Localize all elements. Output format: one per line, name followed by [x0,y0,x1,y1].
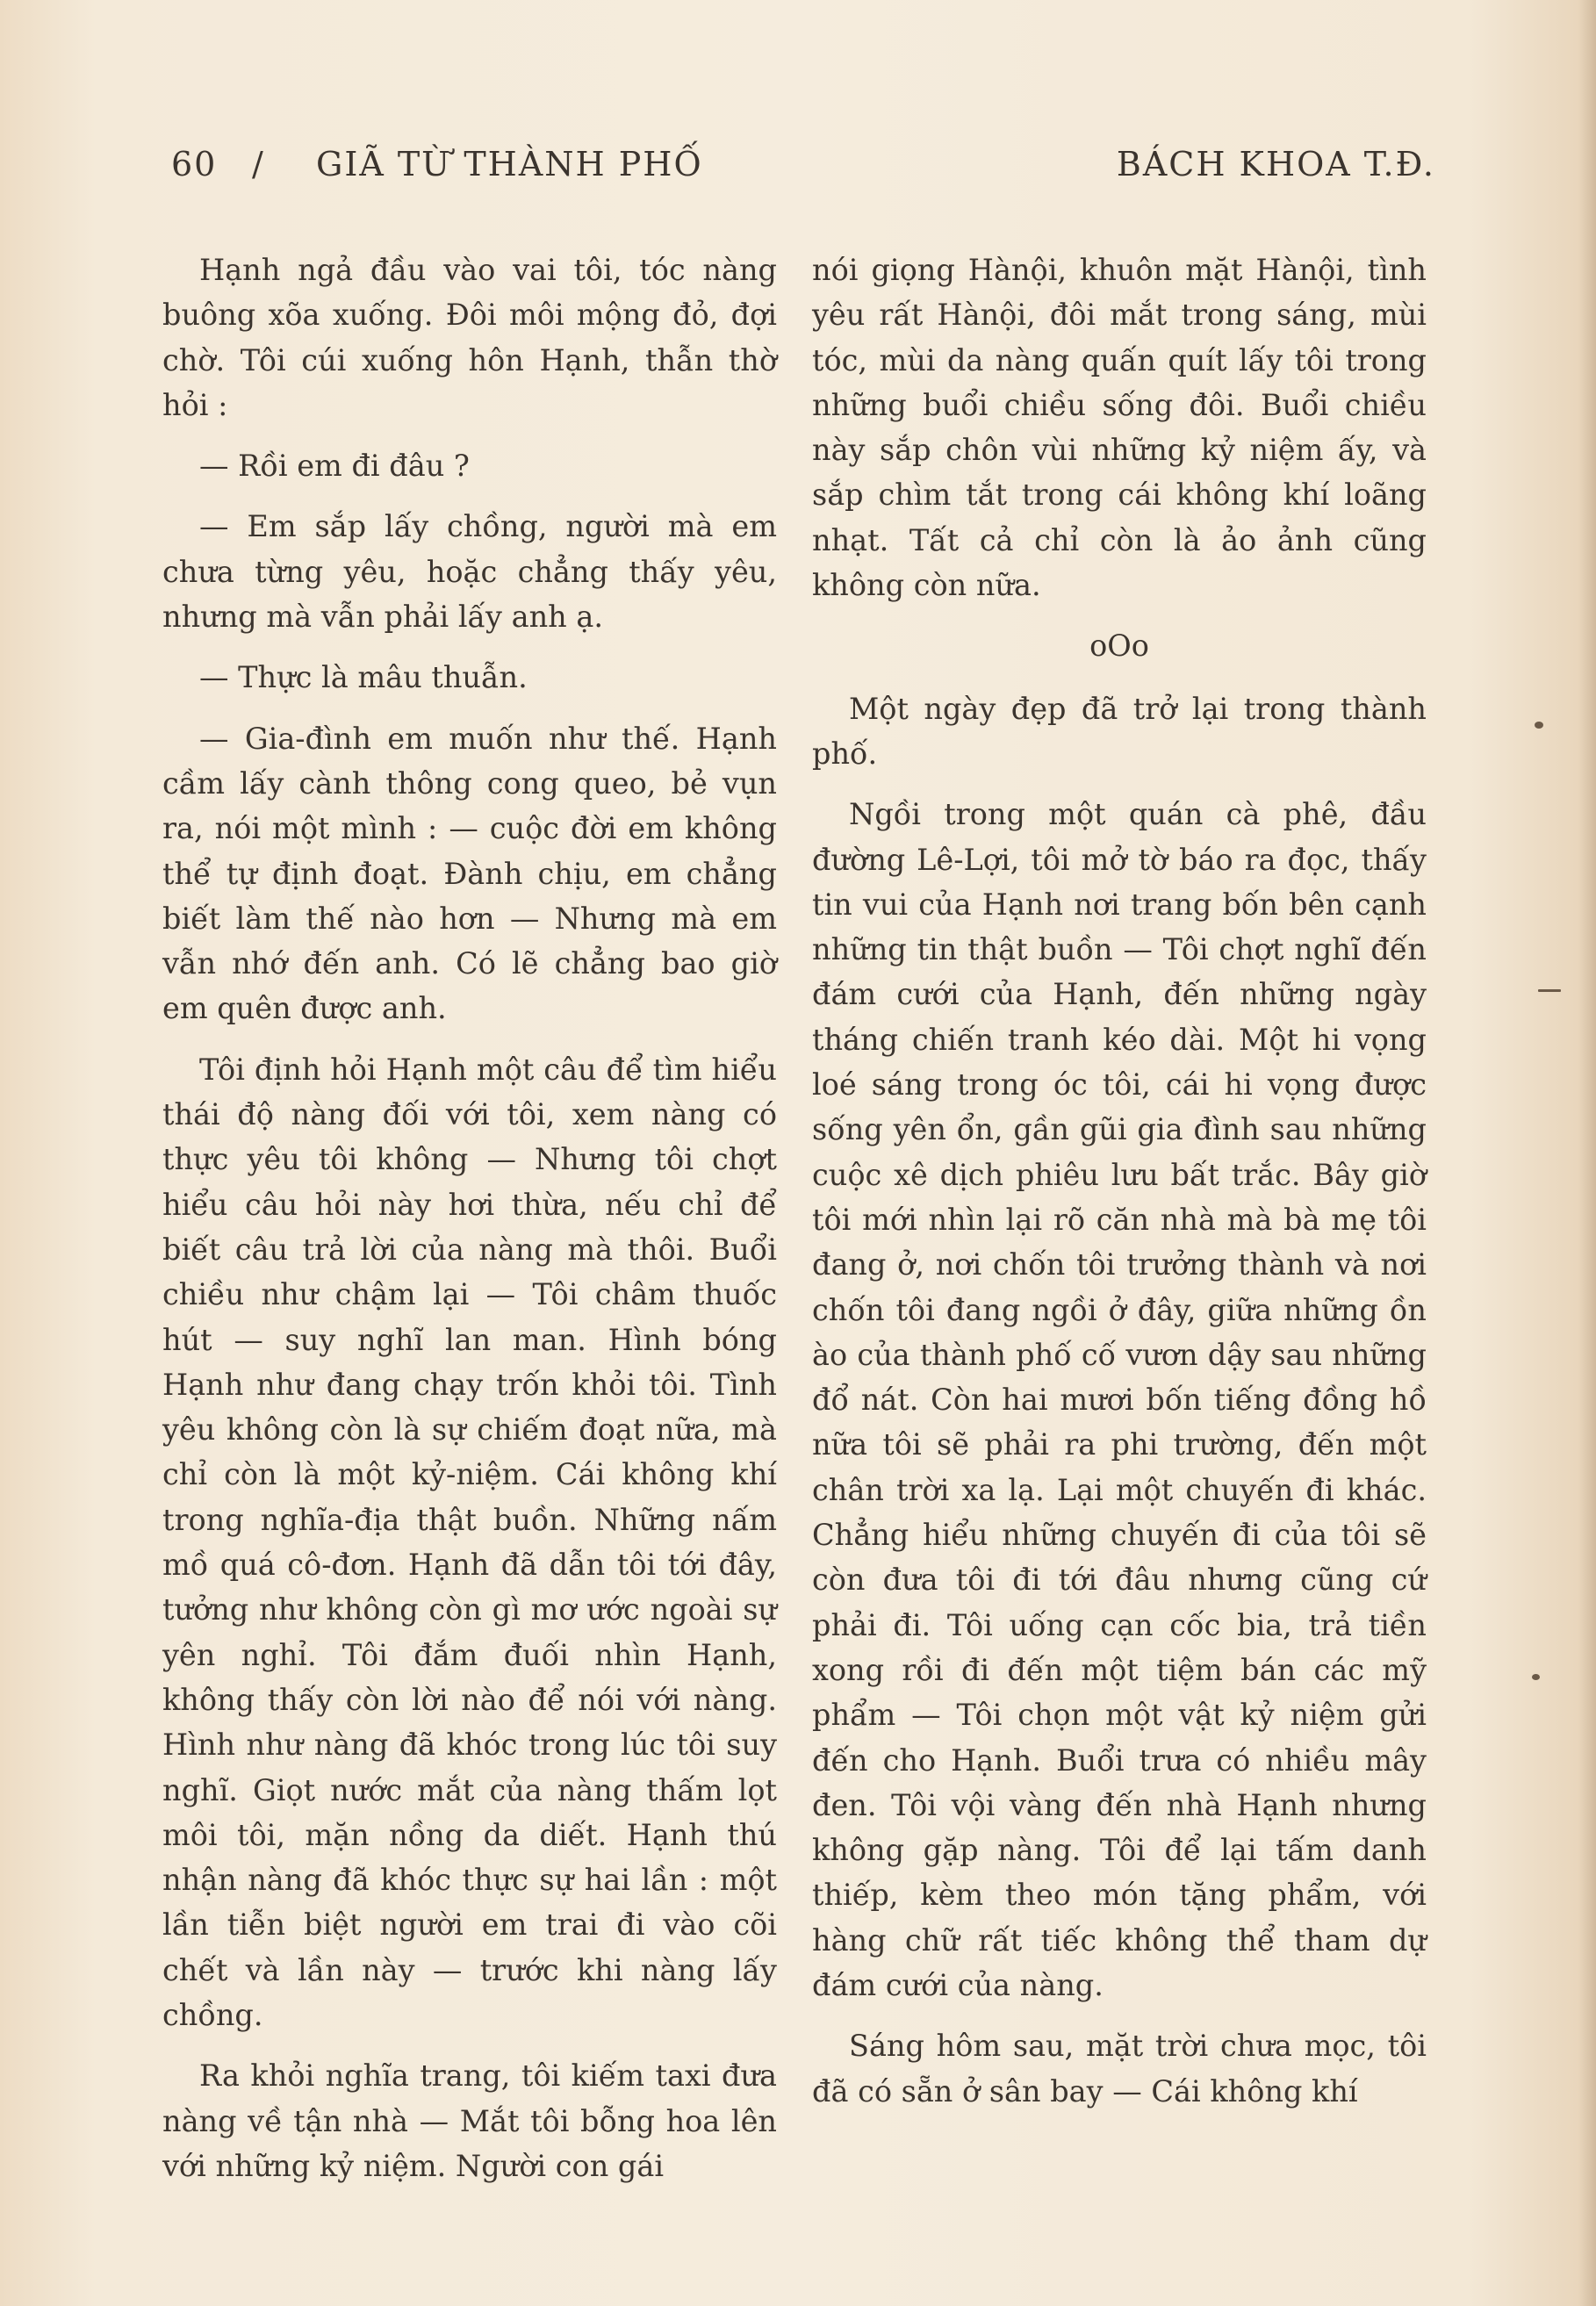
paragraph: Hạnh ngả đầu vào vai tôi, tóc nàng buông xõa xuống. Đôi môi mộng đỏ, đợi chờ. Tôi cúi xuống hôn Hạnh, thẫn thờ hỏi : [162,253,777,422]
magazine-name: BÁCH KHOA T.Đ. [1116,145,1435,183]
paragraph: Tôi định hỏi Hạnh một câu để tìm hiểu thái độ nàng đối với tôi, xem nàng có thực yêu tôi không — Nhưng tôi chợt hiểu câu hỏi này hơi thừa, nếu chỉ để biết câu trả lời của nàng mà thôi. Buổi chiều như chậm lại — Tôi châm thuốc hút — suy nghĩ lan man. Hình bóng Hạnh như đang chạy trốn khỏi tôi. Tình yêu không còn là sự chiếm đoạt nữa, mà chỉ còn là một kỷ-niệm. Cái không khí trong nghĩa-địa thật buồn. Những nấm mồ quá cô-đơn. Hạnh đã dẫn tôi tới đây, tưởng như không còn gì mơ ước ngoài sự yên nghỉ. Tôi đắm đuối nhìn Hạnh, không thấy còn lời nào để nói với nàng. Hình như nàng đã khóc trong lúc tôi suy nghĩ. Giọt nước mắt của nàng thấm lọt môi tôi, mặn nồng da diết. Hạnh thú nhận nàng đã khóc thực sự hai lần : một lần tiễn biệt người em trai đi vào cõi chết và lần này — trước khi nàng lấy chồng. [162,1052,777,2032]
paragraph: Sáng hôm sau, mặt trời chưa mọc, tôi đã có sẵn ở sân bay — Cái không khí [812,2029,1427,2108]
dialogue-line: — Rồi em đi đâu ? [199,449,470,484]
paper-speck [1535,722,1543,729]
page-number: 60 [171,145,218,183]
paragraph: Ra khỏi nghĩa trang, tôi kiếm taxi đưa nàng về tận nhà — Mắt tôi bỗng hoa lên với những kỷ niệm. Người con gái [162,2058,777,2183]
paragraph: Ngồi trong một quán cà phê, đầu đường Lê-Lợi, tôi mở tờ báo ra đọc, thấy tin vui của Hạnh nơi trang bốn bên cạnh những tin thật buồn — Tôi chợt nghĩ đến đám cưới của Hạnh, đến những ngày tháng chiến tranh kéo dài. Một hi vọng loé sáng trong óc tôi, cái hi vọng được sống yên ổn, gần gũi gia đình sau những cuộc xê dịch phiêu lưu bất trắc. Bây giờ tôi mới nhìn lại rõ căn nhà mà bà mẹ tôi đang ở, nơi chốn tôi trưởng thành và nơi chốn tôi đang ngồi ở đây, giữa những ồn ào của thành phố cố vươn dậy sau những đổ nát. Còn hai mươi bốn tiếng đồng hồ nữa tôi sẽ phải ra phi trường, đến một chân trời xa lạ. Lại một chuyến đi khác. Chẳng hiểu những chuyến đi của tôi sẽ còn đưa tôi đi tới đâu nhưng cũng cứ phải đi. Tôi uống cạn cốc bia, trả tiền xong rồi đi đến một tiệm bán các mỹ phẩm — Tôi chọn một vật kỷ niệm gửi đến cho Hạnh. Buổi trưa có nhiều mây đen. Tôi vội vàng đến nhà Hạnh nhưng không gặp nàng. Tôi để lại tấm danh thiếp, kèm theo món tặng phẩm, với hàng chữ rất tiếc không thể tham dự đám cưới của nàng. [812,797,1427,2002]
right-column [812,248,1427,2130]
paper-speck [1532,1674,1540,1680]
dialogue-line: — Thực là mâu thuẫn. [199,660,528,695]
paragraph: nói giọng Hànội, khuôn mặt Hànội, tình yêu rất Hànội, đôi mắt trong sáng, mùi tóc, mùi da nàng quấn quít lấy tôi trong những buổi chiều sống đôi. Buổi chiều này sắp chôn vùi những kỷ niệm ấy, và sắp chìm tắt trong cái không khí loãng nhạt. Tất cả chỉ còn là ảo ảnh cũng không còn nữa. [812,253,1427,603]
page-edge-shadow [1578,0,1596,2306]
header-separator: / [252,145,265,183]
left-column [162,248,777,2204]
dialogue-line: — Em sắp lấy chồng, người mà em chưa từng yêu, hoặc chẳng thấy yêu, nhưng mà vẫn phải lấy anh ạ. [162,509,777,635]
section-divider: oOo [1089,629,1149,664]
running-header [171,145,1435,198]
article-title: GIÃ TỪ THÀNH PHỐ [316,145,703,183]
dialogue-line: — Gia-đình em muốn như thế. Hạnh cầm lấy cành thông cong queo, bẻ vụn ra, nói một mình : — cuộc đời em không thể tự định đoạt. Đành chịu, em chẳng biết làm thế nào hơn — Nhưng mà em vẫn nhớ đến anh. Có lẽ chẳng bao giờ em quên được anh. [162,721,777,1026]
paragraph: Một ngày đẹp đã trở lại trong thành phố. [812,691,1427,771]
paper-speck [1538,989,1561,992]
